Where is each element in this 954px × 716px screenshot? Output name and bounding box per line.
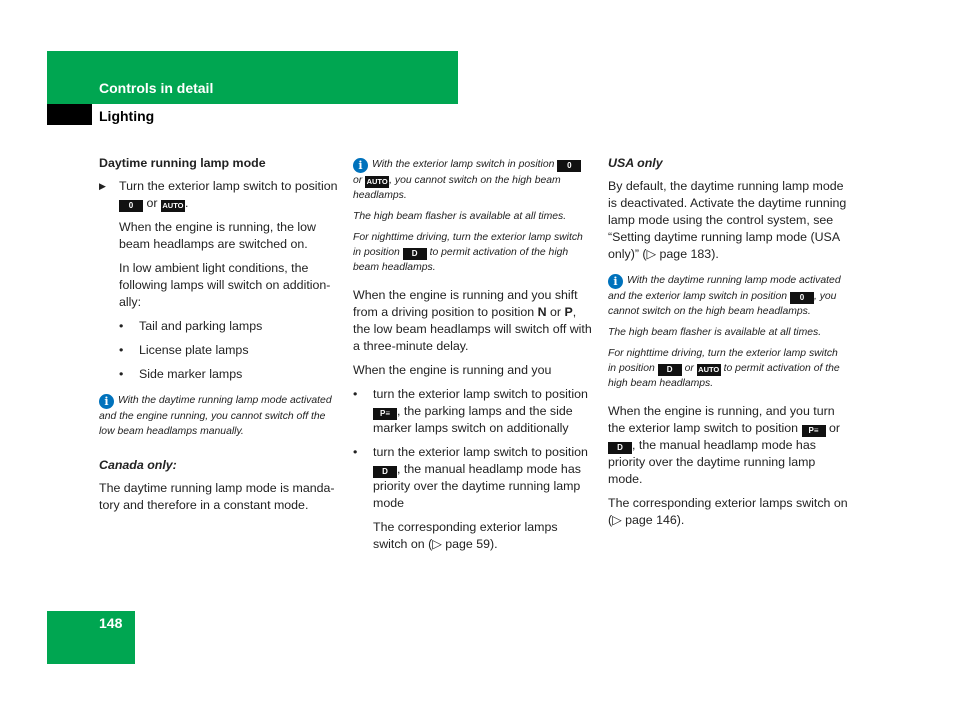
heading-daytime-running: Daytime running lamp mode xyxy=(99,156,266,170)
page-number: 148 xyxy=(99,615,123,631)
low-beam-icon: D xyxy=(608,442,632,454)
low-beam-icon: D xyxy=(403,248,427,260)
column-3 xyxy=(608,155,848,536)
column-2 xyxy=(353,157,593,560)
paragraph: When the engine is running and you shift from a driving position to position N or P, the low beam headlamps will switch off with a three-minute delay. xyxy=(353,288,592,353)
switch-0-icon: 0 xyxy=(119,200,143,212)
note-text: The high beam flasher is available at all times. xyxy=(608,327,822,338)
list-item: • License plate lamps xyxy=(119,343,249,357)
section-title: Controls in detail xyxy=(99,80,214,96)
subsection-title: Lighting xyxy=(99,108,155,124)
switch-auto-icon: AUTO xyxy=(162,201,184,210)
info-icon: i xyxy=(353,158,368,173)
parking-lamp-icon: P≡ xyxy=(802,425,826,437)
list-item: • Tail and parking lamps xyxy=(119,319,263,333)
note-text: The high beam flasher is available at all times. xyxy=(353,211,567,222)
info-icon: i xyxy=(99,394,114,409)
low-beam-icon: D xyxy=(658,364,682,376)
info-icon: i xyxy=(608,274,623,289)
header-bar xyxy=(47,51,458,104)
low-beam-icon: D xyxy=(373,466,397,478)
info-note: i With the daytime running lamp mode activated and the exterior lamp switch in position 0 , you cannot switch on the high beam headlamps. xyxy=(608,275,841,317)
list-item: • Side marker lamps xyxy=(119,367,243,381)
step-arrow-icon: ▶ xyxy=(99,181,106,191)
paragraph: By default, the daytime running lamp mode is deactivated. Activate the daytime running lamp mode using the control system, see “Setting daytime running lamp mode (USA only)” (▷ page 183). xyxy=(608,179,847,261)
info-note: i With the daytime running lamp mode activated and the engine running, you cannot switch off the low beam headlamps manually. xyxy=(99,395,332,437)
info-note: i With the exterior lamp switch in position 0 or AUTO, you cannot switch on the high beam headlamps. xyxy=(353,157,593,203)
heading-canada: Canada only: xyxy=(99,458,177,472)
paragraph: In low ambient light conditions, the following lamps will switch on additionally: xyxy=(119,261,331,309)
note-text: For nighttime driving, turn the exterior lamp switch in position D to permit activation of the high beam headlamps. xyxy=(353,232,583,273)
list-item: • turn the exterior lamp switch to position P≡ , the parking lamps and the side marker lamps switch on additionally xyxy=(353,387,588,435)
switch-auto-icon: AUTO xyxy=(698,365,720,374)
paragraph: The daytime running lamp mode is mandatory and therefore in a constant mode. xyxy=(99,481,335,512)
parking-lamp-icon: P≡ xyxy=(373,408,397,420)
paragraph: When the engine is running and you xyxy=(353,363,552,377)
paragraph: The corresponding exterior lamps switch on (▷ page 59). xyxy=(373,520,558,551)
instruction-step: ▶ Turn the exterior lamp switch to position 0 or AUTO. xyxy=(99,179,338,210)
switch-0-icon: 0 xyxy=(790,292,814,304)
column-1 xyxy=(99,155,341,521)
note-text: For nighttime driving, turn the exterior lamp switch in position D or AUTO to permit activation of the high beam headlamps. xyxy=(608,348,840,389)
paragraph: When the engine is running, the low beam headlamps are switched on. xyxy=(119,220,316,251)
switch-auto-icon: AUTO xyxy=(366,177,388,186)
switch-0-icon: 0 xyxy=(557,160,581,172)
heading-usa: USA only xyxy=(608,156,663,170)
section-tab-marker xyxy=(47,104,92,125)
paragraph: When the engine is running, and you turn the exterior lamp switch to position P≡ or D , the manual headlamp mode has priority over the daytime running lamp mode. xyxy=(608,404,841,486)
paragraph: The corresponding exterior lamps switch on (▷ page 146). xyxy=(608,496,848,527)
list-item: • turn the exterior lamp switch to position D , the manual headlamp mode has priority over the daytime running lamp mode xyxy=(353,445,588,510)
